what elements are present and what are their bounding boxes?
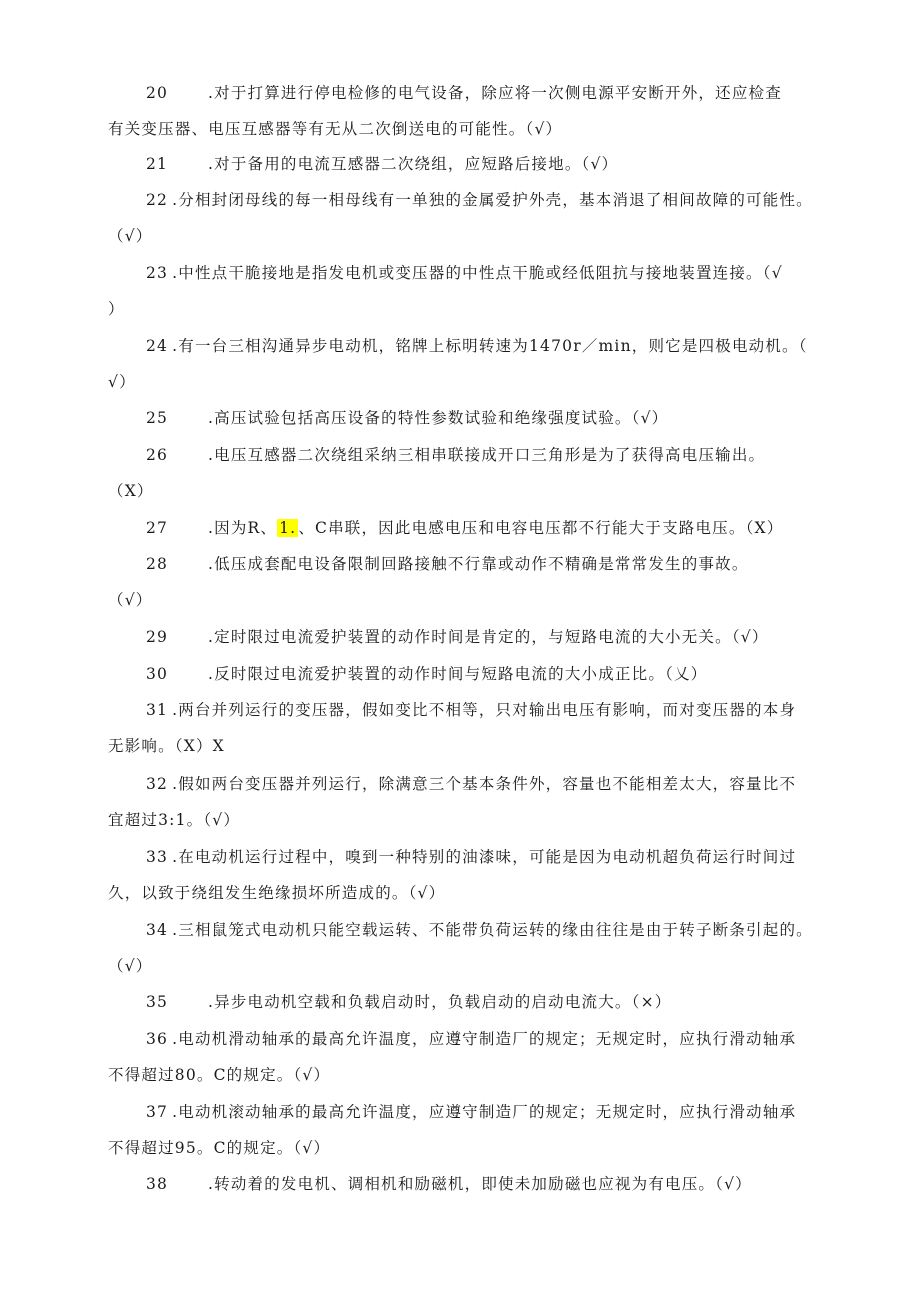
question-36 (108, 1021, 820, 1093)
question-31 (108, 692, 820, 764)
question-text: .电动机滑动轴承的最高允许温度，应遵守制造厂的规定；无规定时，应执行滑动轴承 (172, 1030, 797, 1048)
question-text: .反时限过电流爱护装置的动作时间与短路电流的大小成正比。（乂） (208, 665, 708, 683)
question-number: 25 (146, 409, 169, 427)
question-line (108, 839, 820, 875)
question-25 (108, 400, 820, 436)
question-text: .有一台三相沟通异步电动机，铭牌上标明转速为1470r／min，则它是四极电动机。（ (172, 337, 808, 355)
question-line (108, 1094, 820, 1130)
question-line (108, 510, 820, 546)
question-number: 33 (146, 848, 169, 866)
question-line (108, 473, 820, 509)
question-line (108, 984, 820, 1020)
highlighted-text: 1. (279, 519, 297, 537)
question-line (108, 111, 820, 147)
question-27 (108, 510, 820, 546)
question-text: （√） (108, 591, 153, 609)
question-line (108, 912, 820, 948)
question-number: 35 (146, 993, 169, 1011)
question-text: .电压互感器二次绕组采纳三相串联接成开口三角形是为了获得高电压输出。 (208, 446, 766, 464)
question-number: 23 (146, 264, 169, 282)
question-line (108, 218, 820, 254)
question-text: 宜超过3:1。（√） (108, 811, 241, 829)
question-text: √） (108, 373, 136, 391)
question-line (108, 582, 820, 618)
question-20 (108, 75, 820, 147)
question-number: 26 (146, 446, 169, 464)
question-number: 20 (146, 84, 169, 102)
question-33 (108, 839, 820, 911)
question-number: 24 (146, 337, 169, 355)
question-number: 31 (146, 701, 169, 719)
question-line (108, 75, 820, 111)
question-line (108, 1166, 820, 1202)
question-28 (108, 546, 820, 618)
question-number: 36 (146, 1030, 169, 1048)
question-line (108, 728, 820, 764)
question-line (108, 146, 820, 182)
question-text: 久，以致于绕组发生绝缘损坏所造成的。（√） (108, 884, 446, 902)
question-text: .对于备用的电流互感器二次绕组，应短路后接地。（√） (208, 155, 619, 173)
question-32 (108, 766, 820, 838)
question-text: 不得超过80。C的规定。（√） (108, 1066, 331, 1084)
question-number: 28 (146, 555, 169, 573)
question-line (108, 182, 820, 218)
question-text: 、C串联，因此电感电压和电容电压都不行能大于支路电压。（X） (298, 519, 784, 537)
question-line (108, 364, 820, 400)
question-line (108, 1057, 820, 1093)
question-number: 27 (146, 519, 169, 537)
question-text: .对于打算进行停电检修的电气设备，除应将一次侧电源平安断开外，还应检查 (208, 84, 782, 102)
question-23 (108, 255, 820, 327)
question-line (108, 1130, 820, 1166)
question-text: （X） (108, 482, 154, 500)
question-34 (108, 912, 820, 984)
question-line (108, 766, 820, 802)
question-37 (108, 1094, 820, 1166)
question-line (108, 875, 820, 911)
question-line (108, 656, 820, 692)
question-text: .两台并列运行的变压器，假如变比不相等，只对输出电压有影响，而对变压器的本身 (172, 701, 797, 719)
question-text: .高压试验包括高压设备的特性参数试验和绝缘强度试验。（√） (208, 409, 669, 427)
question-number: 30 (146, 665, 169, 683)
question-text: .分相封闭母线的每一相母线有一单独的金属爱护外壳，基本消退了相间故障的可能性。 (172, 191, 813, 209)
question-line (108, 692, 820, 728)
question-text: 不得超过95。C的规定。（√） (108, 1139, 331, 1157)
question-text: （√） (108, 227, 153, 245)
question-number: 29 (146, 628, 169, 646)
question-text: ） (108, 300, 125, 318)
question-text: .三相鼠笼式电动机只能空载运转、不能带负荷运转的缘由往往是由于转子断条引起的。 (172, 921, 813, 939)
question-text: （√） (108, 957, 153, 975)
question-number: 38 (146, 1175, 169, 1193)
question-line (108, 328, 820, 364)
question-line (108, 1021, 820, 1057)
question-text: .因为R、 (208, 519, 278, 537)
question-30 (108, 656, 820, 692)
question-29 (108, 619, 820, 655)
question-text: .在电动机运行过程中，嗅到一种特别的油漆味，可能是因为电动机超负荷运行时间过 (172, 848, 797, 866)
question-26 (108, 437, 820, 509)
question-21 (108, 146, 820, 182)
question-number: 32 (146, 775, 169, 793)
question-number: 34 (146, 921, 169, 939)
question-text: .转动着的发电机、调相机和励磁机，即使未加励磁也应视为有电压。（√） (208, 1175, 752, 1193)
question-text: .假如两台变压器并列运行，除满意三个基本条件外，容量也不能相差太大，容量比不 (172, 775, 797, 793)
question-text: .异步电动机空载和负载启动时，负载启动的启动电流大。（×） (208, 993, 672, 1011)
question-text: .中性点干脆接地是指发电机或变压器的中性点干脆或经低阻抗与接地装置连接。（√ (172, 264, 783, 282)
question-line (108, 802, 820, 838)
question-text: .电动机滚动轴承的最高允许温度，应遵守制造厂的规定；无规定时，应执行滑动轴承 (172, 1103, 797, 1121)
question-text: 无影响。（X）X (108, 737, 225, 755)
question-number: 22 (146, 191, 169, 209)
question-line (108, 546, 820, 582)
question-line (108, 437, 820, 473)
question-line (108, 291, 820, 327)
question-line (108, 255, 820, 291)
question-35 (108, 984, 820, 1020)
question-number: 37 (146, 1103, 169, 1121)
question-text: .定时限过电流爱护装置的动作时间是肯定的，与短路电流的大小无关。（√） (208, 628, 769, 646)
question-22 (108, 182, 820, 254)
question-24 (108, 328, 820, 400)
question-line (108, 948, 820, 984)
question-text: .低压成套配电设备限制回路接触不行靠或动作不精确是常常发生的事故。 (208, 555, 749, 573)
question-text: 有关变压器、电压互感器等有无从二次倒送电的可能性。（√） (108, 120, 563, 138)
question-38 (108, 1166, 820, 1202)
question-line (108, 619, 820, 655)
question-number: 21 (146, 155, 169, 173)
question-line (108, 400, 820, 436)
